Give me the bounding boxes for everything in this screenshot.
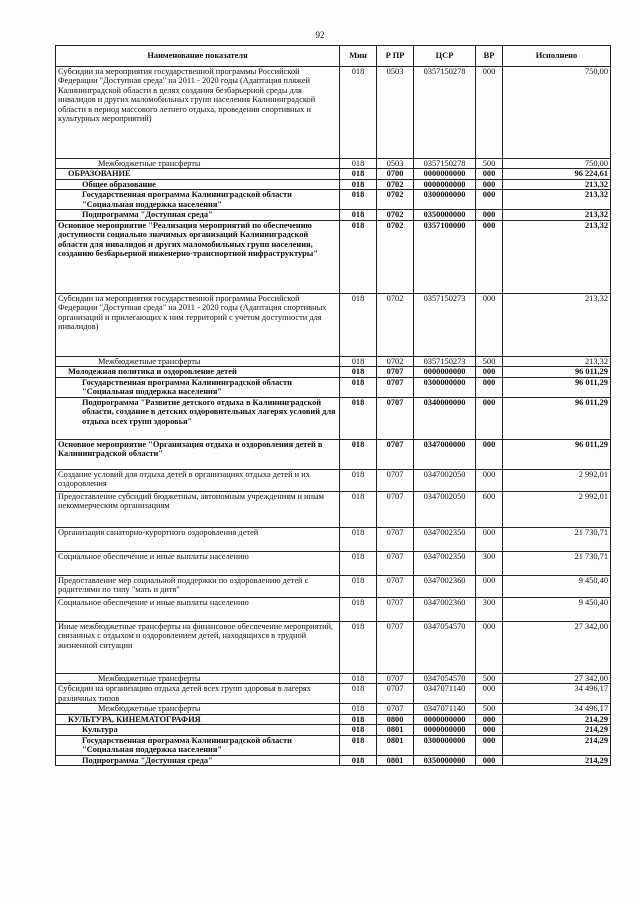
row-done: 34 496,17 xyxy=(503,704,611,714)
header-rpr: Р ПР xyxy=(377,46,414,67)
row-min: 018 xyxy=(340,190,377,210)
row-min: 018 xyxy=(340,469,377,491)
row-vr: 000 xyxy=(476,67,503,159)
row-min: 018 xyxy=(340,575,377,597)
row-vr: 000 xyxy=(476,179,503,189)
row-csr: 0000000000 xyxy=(414,169,476,179)
row-csr: 0347002350 xyxy=(414,527,476,551)
row-rpr: 0707 xyxy=(377,673,414,683)
table-row xyxy=(56,551,611,575)
row-min: 018 xyxy=(340,377,377,397)
row-name: Организация санаторно-курортного оздоровления детей xyxy=(56,527,340,551)
row-vr: 000 xyxy=(476,190,503,210)
row-min: 018 xyxy=(340,491,377,527)
row-done: 2 992,01 xyxy=(503,491,611,527)
row-vr: 000 xyxy=(476,210,503,220)
row-done: 9 450,40 xyxy=(503,575,611,597)
table-row xyxy=(56,159,611,169)
row-rpr: 0503 xyxy=(377,67,414,159)
row-csr: 0357150278 xyxy=(414,159,476,169)
row-min: 018 xyxy=(340,397,377,439)
table-row xyxy=(56,377,611,397)
row-name: Предоставление субсидий бюджетным, автономным учреждениям и иным некоммерческим организациям xyxy=(56,491,340,527)
row-vr: 000 xyxy=(476,714,503,724)
table-row xyxy=(56,356,611,366)
row-name: Государственная программа Калининградской области "Социальная поддержка населения" xyxy=(56,377,340,397)
row-min: 018 xyxy=(340,551,377,575)
table-row xyxy=(56,575,611,597)
row-name: Межбюджетные трансферты xyxy=(56,159,340,169)
row-rpr: 0702 xyxy=(377,179,414,189)
row-vr: 000 xyxy=(476,755,503,765)
row-done: 96 011,29 xyxy=(503,397,611,439)
row-csr: 0347002360 xyxy=(414,575,476,597)
header-name: Наименование показателя xyxy=(56,46,340,67)
header-vr: ВР xyxy=(476,46,503,67)
row-done: 96 011,29 xyxy=(503,377,611,397)
row-rpr: 0801 xyxy=(377,725,414,735)
row-min: 018 xyxy=(340,527,377,551)
row-csr: 0000000000 xyxy=(414,179,476,189)
row-done: 750,00 xyxy=(503,67,611,159)
report-table xyxy=(55,45,611,766)
row-rpr: 0707 xyxy=(377,575,414,597)
row-vr: 000 xyxy=(476,684,503,704)
row-done: 34 496,17 xyxy=(503,684,611,704)
row-rpr: 0801 xyxy=(377,735,414,755)
row-rpr: 0801 xyxy=(377,755,414,765)
row-done: 21 730,71 xyxy=(503,527,611,551)
row-rpr: 0702 xyxy=(377,356,414,366)
row-csr: 0347000000 xyxy=(414,439,476,469)
row-name: Основное мероприятие "Реализация мероприятий по обеспечению доступности социально значимых организаций Калининградской области для инвалидов и других маломобильных групп населения, созданию безбарьерной инженерно-транспортной инфраструктуры" xyxy=(56,220,340,293)
row-csr: 0347002350 xyxy=(414,551,476,575)
row-rpr: 0707 xyxy=(377,367,414,377)
table-row xyxy=(56,439,611,469)
row-vr: 000 xyxy=(476,575,503,597)
row-name: Общее образование xyxy=(56,179,340,189)
row-csr: 0347002050 xyxy=(414,491,476,527)
table-row xyxy=(56,673,611,683)
row-min: 018 xyxy=(340,597,377,621)
row-rpr: 0707 xyxy=(377,551,414,575)
table-row xyxy=(56,725,611,735)
row-vr: 000 xyxy=(476,621,503,673)
row-vr: 000 xyxy=(476,397,503,439)
row-done: 27 342,00 xyxy=(503,621,611,673)
row-min: 018 xyxy=(340,755,377,765)
row-vr: 000 xyxy=(476,169,503,179)
row-name: Предоставление мер социальной поддержки по оздоровлению детей с родителями по типу "мать и дитя" xyxy=(56,575,340,597)
row-rpr: 0702 xyxy=(377,210,414,220)
row-name: ОБРАЗОВАНИЕ xyxy=(56,169,340,179)
row-min: 018 xyxy=(340,684,377,704)
row-name: Подпрограмма "Развитие детского отдыха в Калининградской области, создание в детских оздоровительных лагерях условий для отдыха всех групп здоровья" xyxy=(56,397,340,439)
row-name: Социальное обеспечение и иные выплаты населению xyxy=(56,551,340,575)
row-vr: 000 xyxy=(476,367,503,377)
table-row xyxy=(56,67,611,159)
row-csr: 0347071140 xyxy=(414,704,476,714)
row-min: 018 xyxy=(340,67,377,159)
row-done: 96 011,29 xyxy=(503,439,611,469)
row-name: Субсидии на организацию отдыха детей всех групп здоровья в лагерях различных типов xyxy=(56,684,340,704)
row-name: Межбюджетные трансферты xyxy=(56,673,340,683)
row-done: 213,32 xyxy=(503,190,611,210)
row-vr: 000 xyxy=(476,439,503,469)
row-done: 213,32 xyxy=(503,210,611,220)
table-row xyxy=(56,367,611,377)
row-vr: 000 xyxy=(476,725,503,735)
table-row xyxy=(56,735,611,755)
table-row xyxy=(56,621,611,673)
row-vr: 500 xyxy=(476,159,503,169)
row-done: 27 342,00 xyxy=(503,673,611,683)
row-csr: 0347054570 xyxy=(414,621,476,673)
row-csr: 0357100000 xyxy=(414,220,476,293)
row-vr: 000 xyxy=(476,469,503,491)
row-rpr: 0702 xyxy=(377,220,414,293)
row-name: Основное мероприятие "Организация отдыха и оздоровления детей в Калининградской области" xyxy=(56,439,340,469)
row-done: 750,00 xyxy=(503,159,611,169)
row-name: Создание условий для отдыха детей в организациях отдыха детей и их оздоровления xyxy=(56,469,340,491)
row-vr: 000 xyxy=(476,377,503,397)
row-csr: 0347054570 xyxy=(414,673,476,683)
row-csr: 0357150273 xyxy=(414,356,476,366)
row-min: 018 xyxy=(340,621,377,673)
row-done: 214,29 xyxy=(503,725,611,735)
row-rpr: 0707 xyxy=(377,377,414,397)
row-csr: 0000000000 xyxy=(414,714,476,724)
row-done: 2 992,01 xyxy=(503,469,611,491)
row-csr: 0350000000 xyxy=(414,210,476,220)
row-min: 018 xyxy=(340,179,377,189)
table-row xyxy=(56,491,611,527)
row-name: Молодежная политика и оздоровление детей xyxy=(56,367,340,377)
row-name: Социальное обеспечение и иные выплаты населению xyxy=(56,597,340,621)
row-vr: 600 xyxy=(476,491,503,527)
row-vr: 300 xyxy=(476,551,503,575)
table-row xyxy=(56,179,611,189)
row-rpr: 0800 xyxy=(377,714,414,724)
table-row xyxy=(56,169,611,179)
row-csr: 0300000000 xyxy=(414,190,476,210)
row-done: 213,32 xyxy=(503,220,611,293)
row-rpr: 0707 xyxy=(377,469,414,491)
row-csr: 0300000000 xyxy=(414,377,476,397)
row-vr: 500 xyxy=(476,356,503,366)
table-header-row xyxy=(56,46,611,67)
row-name: Государственная программа Калининградской области "Социальная поддержка населения" xyxy=(56,735,340,755)
row-min: 018 xyxy=(340,169,377,179)
row-done: 214,29 xyxy=(503,714,611,724)
row-done: 9 450,40 xyxy=(503,597,611,621)
row-rpr: 0707 xyxy=(377,621,414,673)
row-rpr: 0700 xyxy=(377,169,414,179)
row-done: 213,32 xyxy=(503,356,611,366)
row-done: 214,29 xyxy=(503,755,611,765)
row-min: 018 xyxy=(340,210,377,220)
row-vr: 000 xyxy=(476,527,503,551)
row-min: 018 xyxy=(340,220,377,293)
row-min: 018 xyxy=(340,367,377,377)
row-csr: 0357150273 xyxy=(414,293,476,356)
row-csr: 0347071140 xyxy=(414,684,476,704)
row-min: 018 xyxy=(340,356,377,366)
row-done: 213,32 xyxy=(503,179,611,189)
row-min: 018 xyxy=(340,439,377,469)
row-csr: 0350000000 xyxy=(414,755,476,765)
row-csr: 0300000000 xyxy=(414,735,476,755)
table-row xyxy=(56,714,611,724)
row-min: 018 xyxy=(340,159,377,169)
page-number: 92 xyxy=(315,30,325,40)
row-name: Субсидии на мероприятия государственной программы Российской Федерации "Доступная среда" на 2011 - 2020 годы (Адаптация пляжей Калининградской области в целях создания безбарьерной среды для инвалидов и других маломобильных групп населения Калининградской области в период массового летнего отдыха, проведения спортивных и культурных мероприятий) xyxy=(56,67,340,159)
row-rpr: 0503 xyxy=(377,159,414,169)
row-vr: 300 xyxy=(476,597,503,621)
row-csr: 0347002360 xyxy=(414,597,476,621)
table-row xyxy=(56,293,611,356)
table-row xyxy=(56,704,611,714)
table-row xyxy=(56,397,611,439)
row-min: 018 xyxy=(340,293,377,356)
row-rpr: 0707 xyxy=(377,597,414,621)
table-row xyxy=(56,190,611,210)
row-rpr: 0702 xyxy=(377,293,414,356)
row-vr: 500 xyxy=(476,673,503,683)
row-done: 96 011,29 xyxy=(503,367,611,377)
row-name: Подпрограмма "Доступная среда" xyxy=(56,755,340,765)
row-done: 96 224,61 xyxy=(503,169,611,179)
row-min: 018 xyxy=(340,673,377,683)
row-rpr: 0702 xyxy=(377,190,414,210)
row-name: КУЛЬТУРА, КИНЕМАТОГРАФИЯ xyxy=(56,714,340,724)
row-min: 018 xyxy=(340,725,377,735)
row-rpr: 0707 xyxy=(377,397,414,439)
row-csr: 0340000000 xyxy=(414,397,476,439)
row-done: 21 730,71 xyxy=(503,551,611,575)
row-name: Межбюджетные трансферты xyxy=(56,704,340,714)
row-min: 018 xyxy=(340,714,377,724)
table-row xyxy=(56,210,611,220)
header-csr: ЦСР xyxy=(414,46,476,67)
row-csr: 0000000000 xyxy=(414,367,476,377)
header-done: Исполнено xyxy=(503,46,611,67)
row-csr: 0357150278 xyxy=(414,67,476,159)
table-row xyxy=(56,684,611,704)
row-csr: 0347002050 xyxy=(414,469,476,491)
row-rpr: 0707 xyxy=(377,704,414,714)
row-name: Культура xyxy=(56,725,340,735)
row-rpr: 0707 xyxy=(377,491,414,527)
row-name: Субсидии на мероприятия государственной программы Российской Федерации "Доступная среда" на 2011 - 2020 годы (Адаптация спортивных организаций и прилегающих к ним территорий с учетом доступности для инвалидов) xyxy=(56,293,340,356)
row-rpr: 0707 xyxy=(377,439,414,469)
row-name: Иные межбюджетные трансферты на финансовое обеспечение мероприятий, связанных с отдыхом и оздоровлением детей, находящихся в трудной жизненной ситуации xyxy=(56,621,340,673)
table-row xyxy=(56,469,611,491)
row-name: Подпрограмма "Доступная среда" xyxy=(56,210,340,220)
row-done: 213,32 xyxy=(503,293,611,356)
row-rpr: 0707 xyxy=(377,684,414,704)
row-done: 214,29 xyxy=(503,735,611,755)
row-csr: 0000000000 xyxy=(414,725,476,735)
row-min: 018 xyxy=(340,735,377,755)
table-row xyxy=(56,527,611,551)
row-name: Государственная программа Калининградской области "Социальная поддержка населения" xyxy=(56,190,340,210)
row-min: 018 xyxy=(340,704,377,714)
row-vr: 000 xyxy=(476,293,503,356)
row-vr: 000 xyxy=(476,735,503,755)
table-row xyxy=(56,220,611,293)
header-min: Мин xyxy=(340,46,377,67)
row-vr: 500 xyxy=(476,704,503,714)
row-rpr: 0707 xyxy=(377,527,414,551)
row-name: Межбюджетные трансферты xyxy=(56,356,340,366)
row-vr: 000 xyxy=(476,220,503,293)
table-row xyxy=(56,597,611,621)
table-row xyxy=(56,755,611,765)
